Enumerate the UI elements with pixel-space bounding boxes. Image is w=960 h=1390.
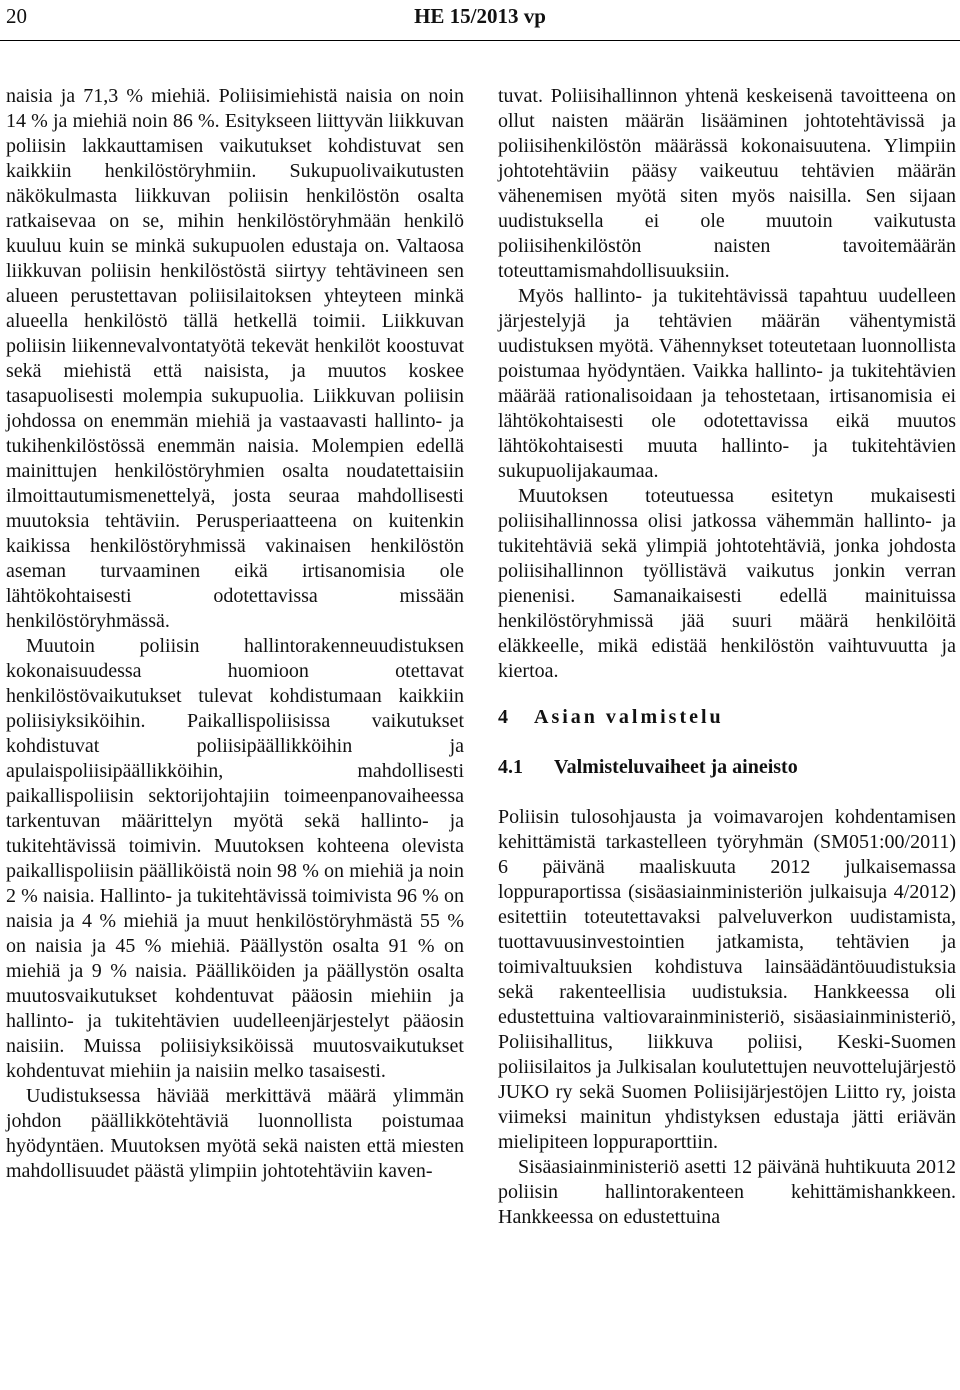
- subsection-title: Valmisteluvaiheet ja aineisto: [554, 756, 798, 778]
- page-number: 20: [6, 4, 27, 28]
- paragraph: Muutoksen toteutuessa esitetyn mukaisesti poliisihallinnossa olisi jatkossa vähemmän hallinto- ja tukitehtäviä sekä ylimpiä johtotehtäviä, jonka johdosta poliisihallinnon työllistävä vaikutus jonkin verran pienenisi. Samanaikaisesti edellä mainituissa henkilöstöryhmissä jää suuri määrä henkilöitä eläkkeelle, mikä edistää henkilöstön vaihtuvuutta ja kiertoa.: [498, 485, 956, 682]
- left-column: [6, 84, 464, 1184]
- paragraph: Uudistuksessa häviää merkittävä määrä ylimmän johdon päällikkötehtäviä luonnollista poistumaa hyödyntäen. Muutoksen myötä sekä naisten että miesten mahdollisuudet päästä ylimpiin johtotehtäviin kaven-: [6, 1085, 464, 1182]
- right-column: [498, 84, 956, 1230]
- paragraph: Poliisin tulosohjausta ja voimavarojen kohdentamisen kehittämistä tarkastelleen työryhmän (SM051:00/2011) 6 päivänä maaliskuuta 2012 julkaisemassa loppuraportissa (sisäasiainministeriön julkaisuja 4/2012) esitettiin toteutettavaksi palveluverkon uudistamista, tuottavuusinvestointien jatkamista, tehtävien ja toimivaltuuksien kohdistuva lainsäädäntöuudistuksia sekä rakenteellisia uudistuksia. Hankkeessa oli edustettuina valtiovarainministeriö, sisäasiainministeriö, Poliisihallitus, liikkuva poliisi, Keski-Suomen poliisilaitos ja Julkisalan koulutettujen neuvottelujärjestö JUKO ry sekä Suomen Poliisijärjestöjen Liitto ry, joista viimeksi mainitun yhdistyksen edustaja jätti eriävän mielipiteen loppuraporttiin.: [498, 806, 956, 1153]
- section-heading: [498, 705, 956, 730]
- paragraph: naisia ja 71,3 % miehiä. Poliisimiehistä naisia on noin 14 % ja miehiä noin 86 %. Esitykseen liittyvän liikkuvan poliisin lakkauttamisen vaikutukset kohdistuvat sen kaikkiin henkilöstöryhmiin. Sukupuolivaikutusten näkökulmasta liikkuvan poliisin henkilöstön osalta ratkaisevaa on se, mihin henkilöstöryhmään henkilö kuuluu kuin se minkä sukupuolen edustaja on. Valtaosa liikkuvan poliisin henkilöstöstä siirtyy tehtävineen sen alueen perustettavan poliisilaitoksen yhteyteen minkä alueella henkilöstö tällä hetkellä toimii. Liikkuvan poliisin liikennevalvontatyötä tekevät henkilöt koostuvat sekä miehistä että naisista, ja muutos koskee tasapuolisesti molempia sukupuolia. Liikkuvan poliisin johdossa on enemmän miehiä ja vastaavasti hallinto- ja tukihenkilöstössä enemmän naisia. Molempien edellä mainittujen henkilöstöryhmien osalta noudatettaisiin ilmoittautumismenettelyä, josta seuraa mahdollisesti muutoksia tehtäviin. Perusperiaatteena on kuitenkin kaikissa henkilöstöryhmissä vakinaisen henkilöstön aseman turvaaminen eikä irtisanomisia ole lähtökohtaisesti odotettavissa missään henkilöstöryhmässä.: [6, 85, 464, 632]
- paragraph: Sisäasiainministeriö asetti 12 päivänä huhtikuuta 2012 poliisin hallintorakenteen kehittämishankkeen. Hankkeessa on edustettuina: [498, 1156, 956, 1228]
- page-header: [0, 0, 960, 42]
- subsection-number: 4.1: [498, 756, 523, 778]
- section-title: Asian valmistelu: [534, 706, 724, 728]
- header-rule: [0, 40, 960, 41]
- document-id: HE 15/2013 vp: [414, 4, 546, 28]
- paragraph: tuvat. Poliisihallinnon yhtenä keskeisenä tavoitteena on ollut naisten määrän lisääminen johtotehtävissä ja poliisihenkilöstön määrässä kokonaisuutena. Ylimpiin johtotehtäviin pääsy vaikeutuu tehtävien määrän vähenemisen myötä siten myös naisilla. Sen sijaan uudistuksella ei ole muutoin vaikutusta poliisihenkilöstön naisten tavoitemäärän toteuttamismahdollisuuksiin.: [498, 85, 956, 282]
- paragraph: Muutoin poliisin hallintorakenneuudistuksen kokonaisuudessa huomioon otettavat henkilöstövaikutukset tulevat kohdistumaan kaikkiin poliisiyksiköihin. Paikallispoliisissa vaikutukset kohdistuvat poliisipäällikköihin ja apulaispoliisipäällikköihin, mahdollisesti paikallispoliisin sektorijohtajiin toimeenpanovaiheessa tarkentuvan määrittelyn myötä sekä hallinto- ja tukitehtävissä toimivin. Muutoksen kohteena olevista paikallispoliisin päälliköistä noin 98 % on miehiä ja noin 2 % naisia. Hallinto- ja tukitehtävissä toimivista 96 % on naisia ja 4 % miehiä ja muut henkilöstöryhmästä 55 % on naisia ja 45 % miehiä. Päällystön osalta 91 % on miehiä ja 9 % naisia. Päälliköiden ja päällystön osalta muutosvaikutukset kohdentuvat pääosin miehiin ja hallinto- ja tukitehtävien uudelleenjärjestelyt pääosin naisiin. Muissa poliisiyksiköissä muutosvaikutukset kohdentuvat miehiin ja naisiin melko tasaisesti.: [6, 635, 464, 1082]
- subsection-heading: [498, 755, 956, 780]
- paragraph: Myös hallinto- ja tukitehtävissä tapahtuu uudelleen järjestelyjä ja tehtävien määrän vähentymistä uudistuksen myötä. Vähennykset toteutetaan luonnollista poistumaa hyödyntäen. Vaikka hallinto- ja tukitehtävien määrää rationalisoidaan ja tehostetaan, irtisanomisia ei lähtökohtaisesti ole odotettavissa eikä muutos lähtökohtaisesti muuta hallinto- ja tukitehtävien sukupuolijakaumaa.: [498, 285, 956, 482]
- section-number: 4: [498, 706, 508, 728]
